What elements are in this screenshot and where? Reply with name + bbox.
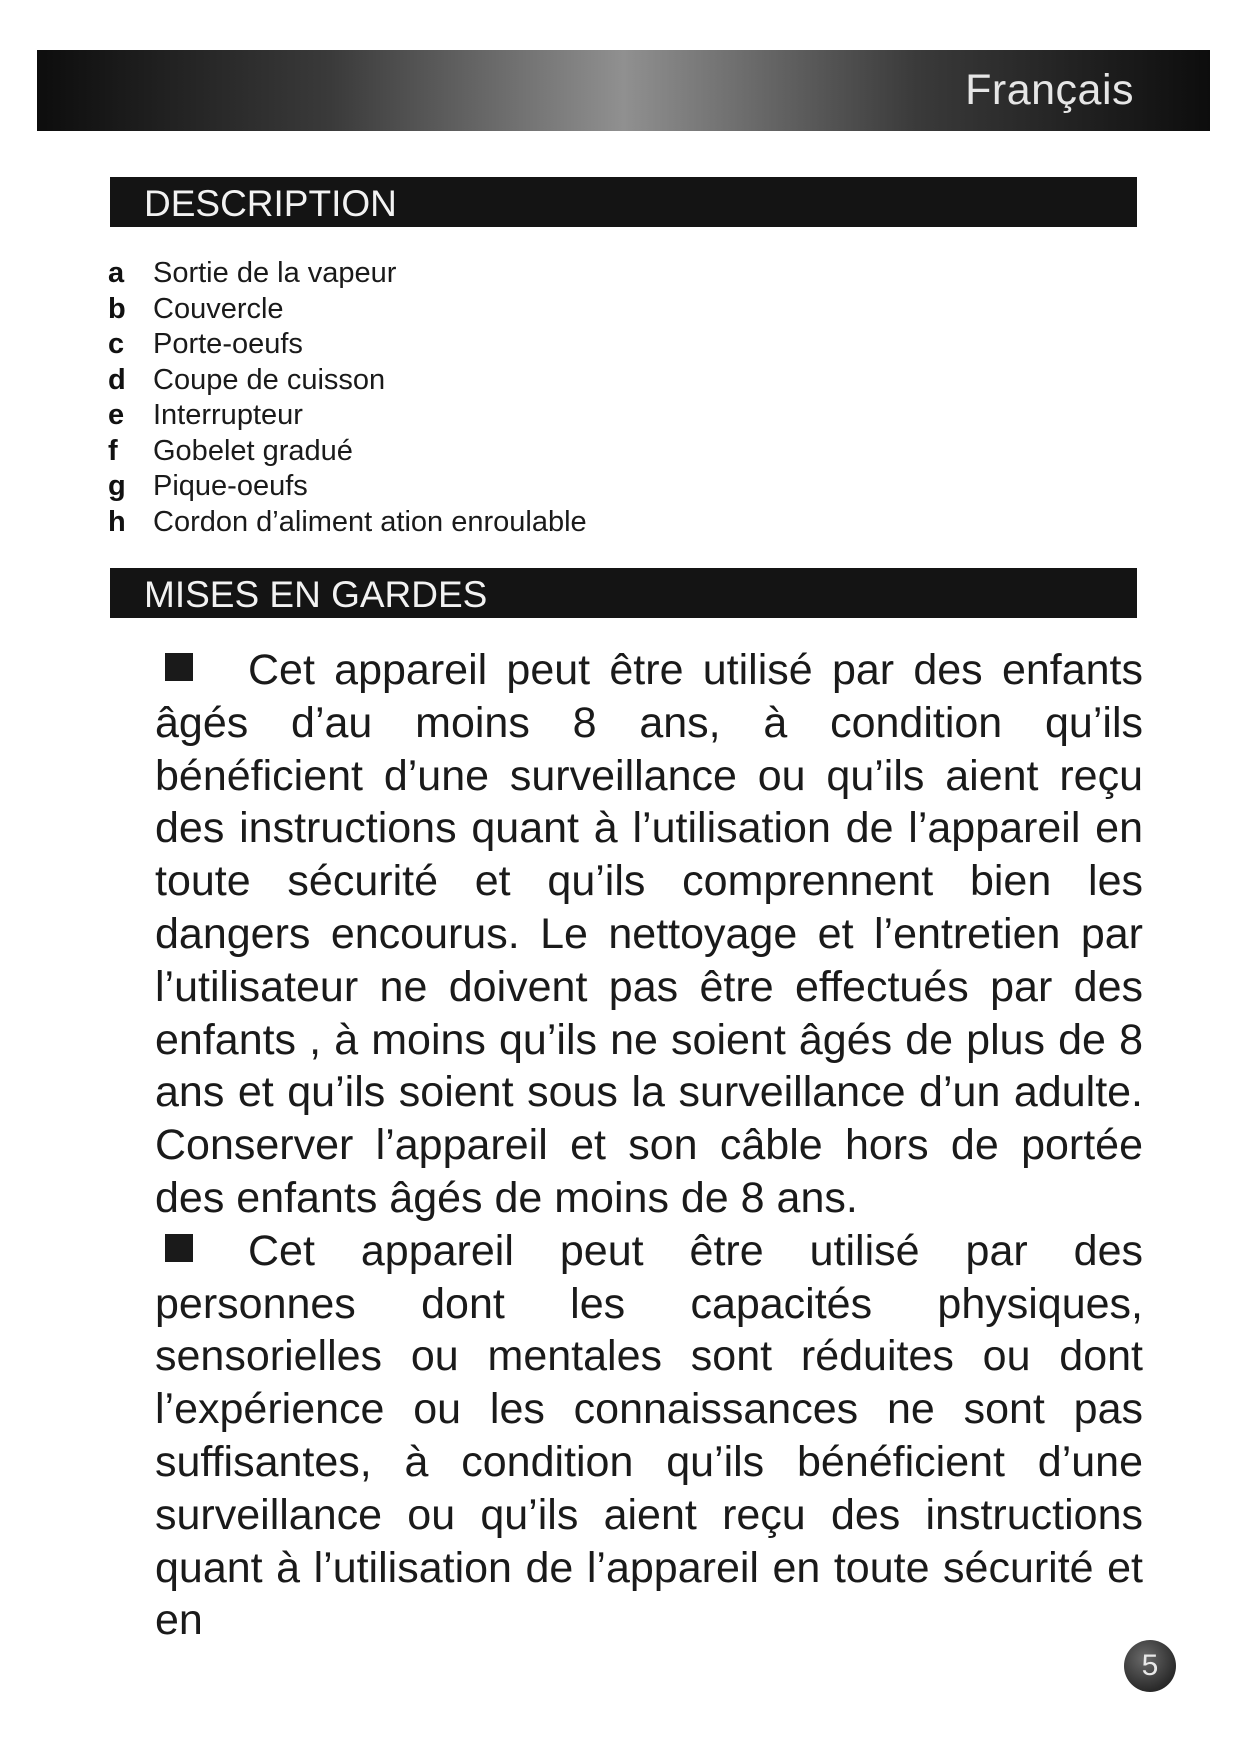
part-label: Porte-oeufs bbox=[153, 328, 303, 360]
warning-text: Cet appareil peut être utilisé par des personnes dont les capacités physiques, sensorielles ou mentales sont réduites ou dont l’expérience ou les connaissances ne sont pas suffisantes, à condition qu’ils bénéficient d’une surveillance ou qu’ils aient reçu des instructions quant à l’utilisation de l’appareil en toute sécurité et en bbox=[155, 1226, 1143, 1645]
part-label: Gobelet gradué bbox=[153, 434, 353, 467]
part-letter: g bbox=[108, 470, 126, 502]
part-label: Interrupteur bbox=[153, 399, 303, 431]
part-letter: b bbox=[108, 292, 126, 325]
warnings-body bbox=[155, 644, 1143, 1647]
part-label: Pique-oeufs bbox=[153, 470, 308, 502]
part-label: Sortie de la vapeur bbox=[153, 257, 397, 289]
part-label: Cordon d’aliment ation enroulable bbox=[153, 505, 587, 538]
section-header-warnings bbox=[110, 568, 1137, 618]
warning-text: Cet appareil peut être utilisé par des enfants âgés d’au moins 8 ans, à condition qu’ils bénéficient d’une surveillance ou qu’ils aient reçu des instructions quant à l’utilisation de l’appareil en toute sécurité et qu’ils comprennent bien les dangers encourus. Le nettoyage et l’entretien par l’utilisateur ne doivent pas être effectués par des enfants , à moins qu’ils ne soient âgés de plus de 8 ans et qu’ils soient sous la surveillance d’un adulte. Conserver l’appareil et son câble hors de portée des enfants âgés de moins de 8 ans. bbox=[155, 646, 1143, 1222]
list-item bbox=[108, 505, 908, 541]
part-letter: a bbox=[108, 257, 125, 289]
list-item bbox=[108, 469, 908, 505]
part-letter: e bbox=[108, 399, 125, 431]
section-title-warnings: MISES EN GARDES bbox=[144, 574, 488, 615]
part-letter: c bbox=[108, 328, 125, 360]
part-letter: f bbox=[108, 434, 118, 467]
part-letter: d bbox=[108, 363, 126, 396]
black-square-icon bbox=[165, 1234, 193, 1262]
part-label: Coupe de cuisson bbox=[153, 363, 386, 396]
list-item bbox=[108, 327, 908, 363]
list-item bbox=[108, 434, 908, 470]
list-item bbox=[108, 292, 908, 328]
language-banner bbox=[37, 50, 1210, 131]
black-square-icon bbox=[165, 653, 193, 681]
list-item bbox=[108, 256, 908, 292]
part-label: Couvercle bbox=[153, 292, 284, 325]
page-number-badge: 5 bbox=[1124, 1640, 1176, 1692]
list-item bbox=[108, 363, 908, 399]
warning-paragraph bbox=[155, 1225, 1143, 1647]
parts-list bbox=[108, 256, 908, 540]
warning-paragraph bbox=[155, 644, 1143, 1225]
language-label: Français bbox=[965, 66, 1134, 114]
part-letter: h bbox=[108, 505, 126, 538]
section-title-description: DESCRIPTION bbox=[144, 183, 397, 224]
list-item bbox=[108, 398, 908, 434]
section-header-description bbox=[110, 177, 1137, 227]
